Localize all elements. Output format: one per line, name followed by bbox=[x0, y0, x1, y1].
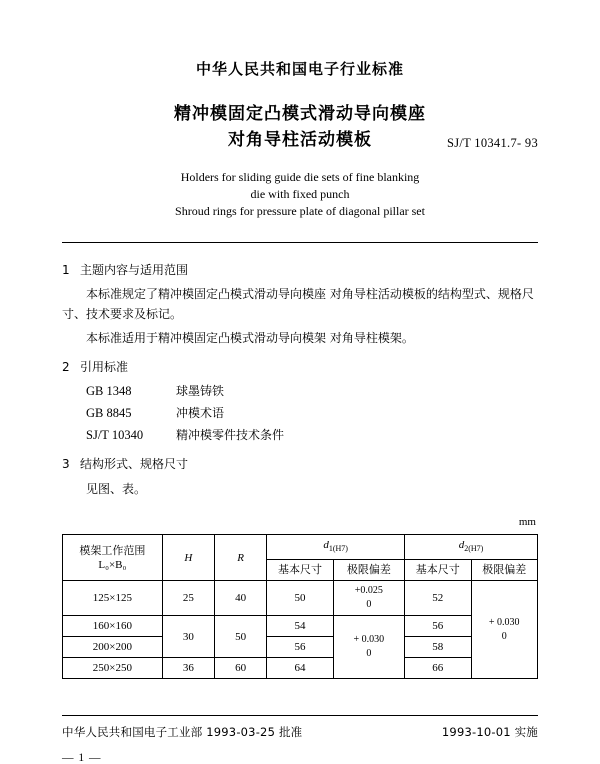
standard-organization: 中华人民共和国电子行业标准 bbox=[195, 60, 404, 78]
cell-d1-limit-upper: +0.025 bbox=[354, 585, 383, 597]
reference-name: 精冲模零件技术条件 bbox=[176, 428, 285, 442]
header-r bbox=[215, 535, 267, 581]
header-h bbox=[162, 535, 214, 581]
table-header-row-1 bbox=[63, 535, 538, 560]
title-english-line3: Shroud rings for pressure plate of diagonal pillar set bbox=[175, 204, 425, 218]
document-body bbox=[62, 261, 538, 679]
reference-name: 球墨铸铁 bbox=[176, 384, 225, 398]
reference-name: 冲模术语 bbox=[176, 406, 225, 420]
title-chinese-line1: 精冲模固定凸模式滑动导向模座 bbox=[174, 104, 426, 124]
footer-approval: 中华人民共和国电子工业部 1993-03-25 批准 bbox=[62, 725, 303, 740]
cell-d1-basic: 64 bbox=[267, 658, 334, 679]
cell-r: 40 bbox=[215, 581, 267, 616]
title-block bbox=[62, 101, 538, 153]
cell-d1-basic: 50 bbox=[267, 581, 334, 616]
standard-code: SJ/T 10341.7- 93 bbox=[446, 136, 538, 150]
cell-d1-basic: 56 bbox=[267, 637, 334, 658]
section-1-number: 1 bbox=[62, 263, 70, 277]
reference-code: GB 8845 bbox=[86, 406, 132, 420]
reference-code: SJ/T 10340 bbox=[86, 428, 144, 442]
section-1-title: 主题内容与适用范围 bbox=[80, 263, 189, 277]
header-range bbox=[63, 535, 163, 581]
header-d2-basic: 基本尺寸 bbox=[405, 560, 472, 581]
title-english-line1: Holders for sliding guide die sets of fine blanking bbox=[180, 170, 420, 184]
table-row bbox=[63, 616, 538, 637]
page-number: — 1 — bbox=[62, 752, 102, 764]
section-1-paragraph-2: 本标准适用于精冲模固定凸模式滑动导向模架 对角导柱模架。 bbox=[86, 331, 414, 345]
cell-r: 50 bbox=[215, 616, 267, 658]
cell-d2-basic: 52 bbox=[405, 581, 472, 616]
cell-d1-limit-upper: + 0.030 bbox=[353, 634, 385, 646]
cell-range: 125×125 bbox=[63, 581, 163, 616]
header-d1-basic: 基本尺寸 bbox=[267, 560, 334, 581]
cell-d2-basic: 66 bbox=[405, 658, 472, 679]
title-chinese-line2: 对角导柱活动模板 bbox=[228, 130, 372, 150]
header-d2-label: d bbox=[458, 539, 465, 551]
header-d1-limit: 极限偏差 bbox=[333, 560, 404, 581]
header-h-label: H bbox=[184, 551, 193, 564]
header-divider bbox=[62, 242, 538, 243]
footer-divider bbox=[62, 715, 538, 716]
section-2-title: 引用标准 bbox=[80, 360, 129, 374]
cell-d1-limit bbox=[333, 581, 404, 616]
cell-d2-limit-upper: + 0.030 bbox=[488, 616, 520, 628]
header-range-line1: 模架工作范围 bbox=[79, 543, 146, 557]
header-r-label: R bbox=[237, 551, 244, 564]
page-footer bbox=[62, 724, 538, 740]
cell-d2-basic: 56 bbox=[405, 616, 472, 637]
title-english-line2: die with fixed punch bbox=[250, 187, 350, 201]
footer-effective-date: 1993-10-01 实施 bbox=[441, 725, 538, 740]
section-1-paragraph-1: 本标准规定了精冲模固定凸模式滑动导向模座 对角导柱活动模板的结构型式、规格尺 bbox=[86, 287, 534, 301]
section-1-paragraph-1-cont: 寸、技术要求及标记。 bbox=[62, 307, 183, 321]
cell-d2-limit-lower: 0 bbox=[501, 630, 507, 642]
section-2-number: 2 bbox=[62, 360, 70, 374]
section-1-heading bbox=[62, 261, 538, 280]
cell-range: 200×200 bbox=[63, 637, 163, 658]
cell-h: 36 bbox=[162, 658, 214, 679]
header-d1-label: d bbox=[323, 539, 329, 551]
cell-d1-limit-lower: 0 bbox=[366, 648, 372, 660]
header-range-line2: L₀×B₀ bbox=[98, 558, 127, 571]
header-d2-sub: 2(H7) bbox=[464, 544, 484, 554]
reference-item bbox=[62, 382, 538, 401]
header-d1-sub: 1(H7) bbox=[328, 544, 348, 554]
cell-h: 25 bbox=[162, 581, 214, 616]
specification-table bbox=[62, 534, 538, 679]
reference-item bbox=[62, 404, 538, 423]
table-row bbox=[63, 637, 538, 658]
cell-d1-basic: 54 bbox=[267, 616, 334, 637]
table-unit-label: mm bbox=[518, 516, 536, 528]
cell-range: 160×160 bbox=[63, 616, 163, 637]
cell-h: 30 bbox=[162, 616, 214, 658]
section-2-heading bbox=[62, 358, 538, 377]
header-d1 bbox=[267, 535, 405, 560]
reference-standards-list bbox=[62, 382, 538, 445]
section-3-note: 见图、表。 bbox=[86, 482, 147, 496]
section-3-number: 3 bbox=[62, 457, 70, 471]
reference-code: GB 1348 bbox=[86, 384, 132, 398]
cell-range: 250×250 bbox=[63, 658, 163, 679]
header-d2-limit: 极限偏差 bbox=[471, 560, 538, 581]
table-row bbox=[63, 658, 538, 679]
cell-d2-basic: 58 bbox=[405, 637, 472, 658]
cell-d2-limit bbox=[471, 581, 538, 679]
reference-item bbox=[62, 426, 538, 445]
table-row bbox=[63, 581, 538, 616]
section-3-title: 结构形式、规格尺寸 bbox=[80, 457, 189, 471]
title-english bbox=[62, 169, 538, 220]
cell-d1-limit-lower: 0 bbox=[366, 599, 372, 611]
cell-r: 60 bbox=[215, 658, 267, 679]
header-d2 bbox=[405, 535, 538, 560]
section-3-heading bbox=[62, 455, 538, 474]
cell-d1-limit bbox=[333, 616, 404, 679]
